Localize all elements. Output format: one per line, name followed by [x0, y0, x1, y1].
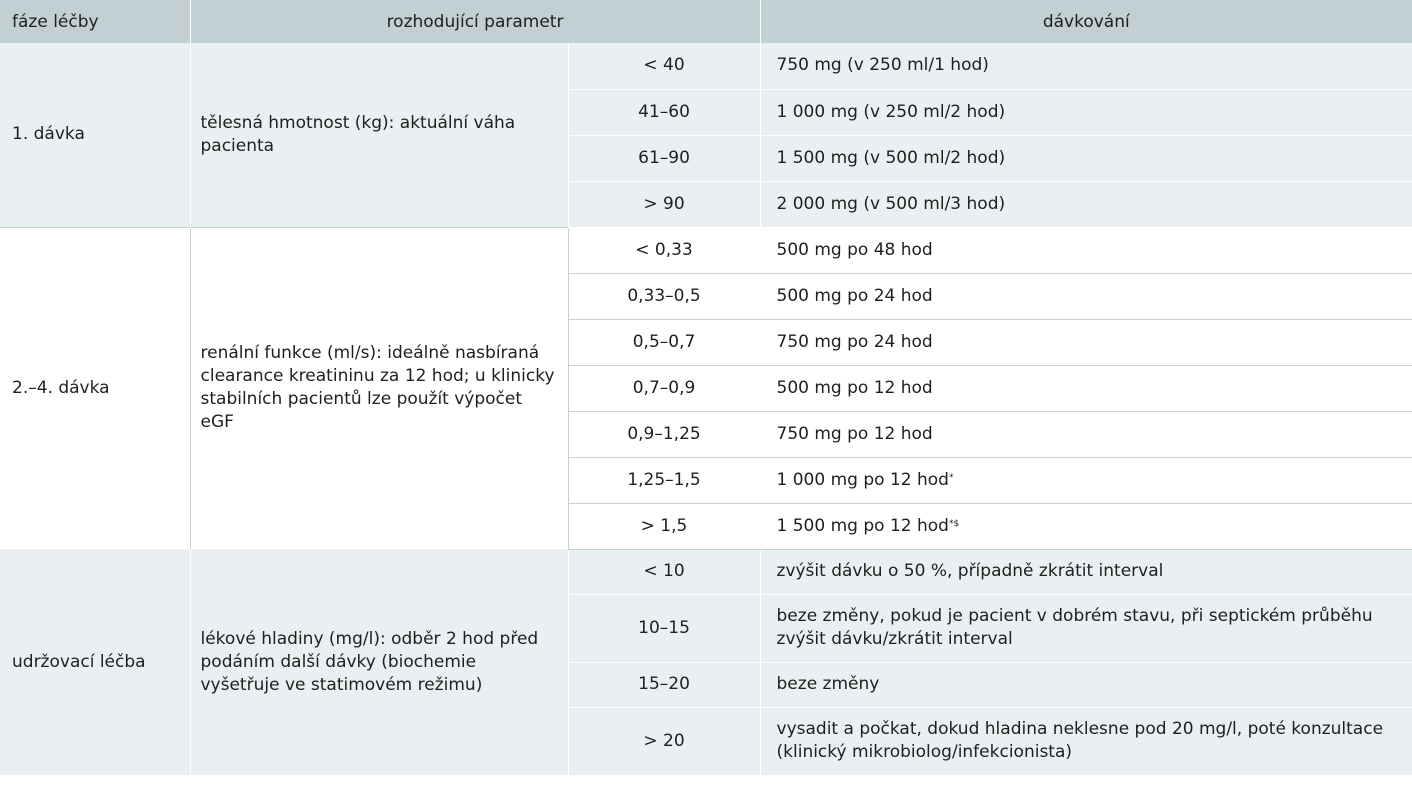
dose-cell [760, 457, 1412, 503]
dose-cell: 750 mg po 12 hod [760, 411, 1412, 457]
dose-text: 1 000 mg po 12 hod [776, 469, 949, 490]
dose-cell: 750 mg po 24 hod [760, 319, 1412, 365]
range-cell: 0,9–1,25 [568, 411, 760, 457]
parameter-cell: lékové hladiny (mg/l): odběr 2 hod před podáním další dávky (biochemie vyšetřuje ve statimovém režimu) [190, 549, 568, 775]
range-cell: 41–60 [568, 89, 760, 135]
header-phase: fáze léčby [0, 0, 190, 43]
range-cell: 0,33–0,5 [568, 273, 760, 319]
dose-cell: 2 000 mg (v 500 ml/3 hod) [760, 181, 1412, 227]
footnote-mark: *$ [948, 518, 960, 529]
dose-cell: beze změny, pokud je pacient v dobrém stavu, při septickém průběhu zvýšit dávku/zkrátit interval [760, 594, 1412, 662]
range-cell: 0,7–0,9 [568, 365, 760, 411]
range-cell: < 10 [568, 549, 760, 594]
range-cell: > 1,5 [568, 503, 760, 549]
dose-cell: 500 mg po 12 hod [760, 365, 1412, 411]
dose-cell [760, 503, 1412, 549]
header-dosing: dávkování [760, 0, 1412, 43]
range-cell: < 40 [568, 43, 760, 89]
table-row [0, 227, 1412, 273]
range-cell: > 90 [568, 181, 760, 227]
dose-cell: 750 mg (v 250 ml/1 hod) [760, 43, 1412, 89]
dose-cell: 1 500 mg (v 500 ml/2 hod) [760, 135, 1412, 181]
parameter-cell: renální funkce (ml/s): ideálně nasbíraná clearance kreatininu za 12 hod; u klinicky stabilních pacientů lze použít výpočet eGF [190, 227, 568, 549]
table-row [0, 549, 1412, 594]
dose-cell: zvýšit dávku o 50 %, případně zkrátit interval [760, 549, 1412, 594]
phase-cell: 2.–4. dávka [0, 227, 190, 549]
footnote-mark: * [948, 472, 954, 483]
header-parameter: rozhodující parametr [190, 0, 760, 43]
phase-cell: 1. dávka [0, 43, 190, 227]
dose-cell: vysadit a počkat, dokud hladina neklesne pod 20 mg/l, poté konzultace (klinický mikrobiolog/infekcionista) [760, 707, 1412, 775]
phase-cell: udržovací léčba [0, 549, 190, 775]
range-cell: 1,25–1,5 [568, 457, 760, 503]
range-cell: > 20 [568, 707, 760, 775]
dose-cell: beze změny [760, 662, 1412, 707]
table-row [0, 43, 1412, 89]
dose-cell: 500 mg po 24 hod [760, 273, 1412, 319]
range-cell: 15–20 [568, 662, 760, 707]
table-header-row [0, 0, 1412, 43]
range-cell: 0,5–0,7 [568, 319, 760, 365]
range-cell: 10–15 [568, 594, 760, 662]
range-cell: < 0,33 [568, 227, 760, 273]
parameter-cell: tělesná hmotnost (kg): aktuální váha pacienta [190, 43, 568, 227]
range-cell: 61–90 [568, 135, 760, 181]
dose-cell: 1 000 mg (v 250 ml/2 hod) [760, 89, 1412, 135]
dose-text: 1 500 mg po 12 hod [776, 515, 949, 536]
dose-cell: 500 mg po 48 hod [760, 227, 1412, 273]
